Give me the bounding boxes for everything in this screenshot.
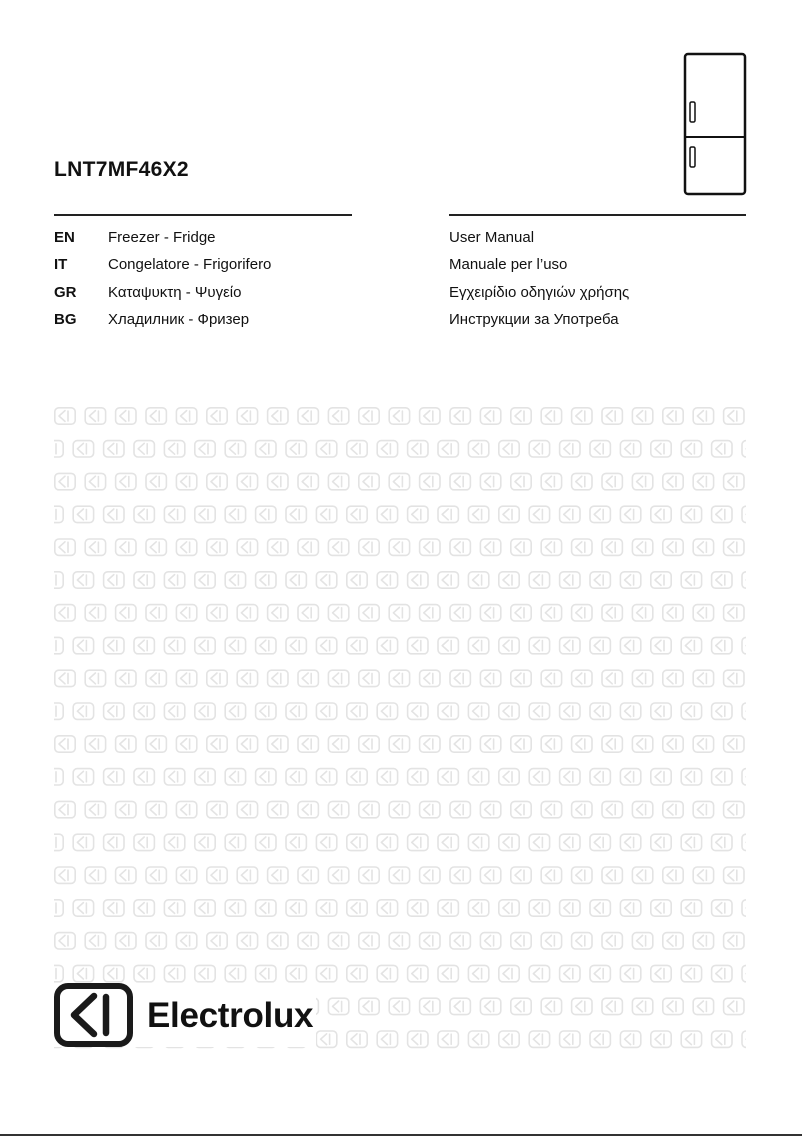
language-row-en [0,229,802,251]
product-type: Freezer - Fridge [108,229,216,246]
document-type: Инструкции за Употреба [449,311,619,328]
divider-right [449,214,746,216]
brand-name: Electrolux [147,995,314,1035]
language-code: GR [54,284,77,301]
document-type: User Manual [449,229,535,246]
fridge-freezer-icon [683,52,747,196]
document-type: Manuale per l’uso [449,256,568,273]
electrolux-logo-icon [54,983,133,1047]
language-code: BG [54,311,77,328]
divider-left [54,214,352,216]
electrolux-mark-pattern [54,406,746,1066]
model-number: LNT7MF46X2 [54,158,189,181]
product-type: Congelatore - Frigorifero [108,256,272,273]
product-type: Хладилник - Фризер [108,311,250,328]
language-code: IT [54,256,68,273]
language-row-bg [0,311,802,333]
electrolux-logo [54,983,316,1047]
language-row-it [0,256,802,278]
document-type: Εγχειρίδιο οδηγιών χρήσης [449,284,630,301]
product-type: Καταψυκτη - Ψυγείο [108,284,242,301]
language-row-gr [0,284,802,306]
language-code: EN [54,229,75,246]
